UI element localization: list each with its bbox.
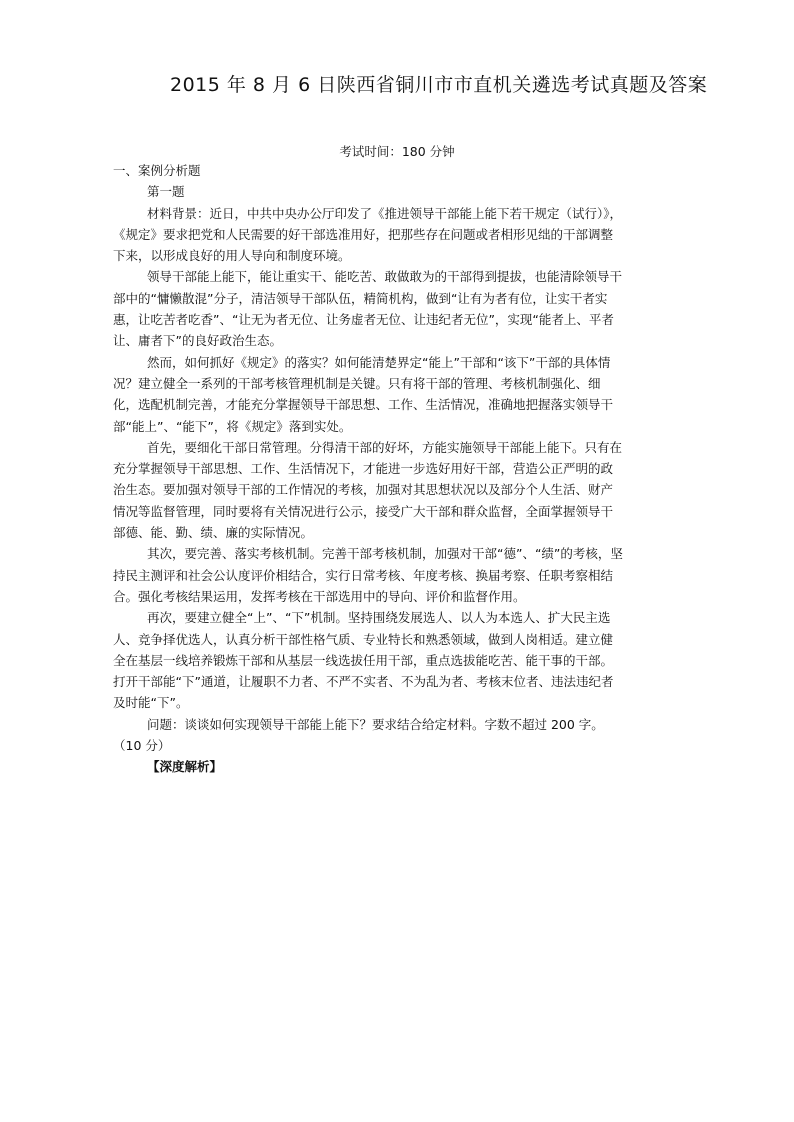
paragraph: 领导干部能上能下，能让重实干、能吃苦、敢做敢为的干部得到提拔，也能清除领导干部中的“慵懒散混”分子，清洁领导干部队伍，精简机构，做到“让有为者有位，让实干者实惠，让吃苦者吃香”、“让无为者无位、让务虚者无位、让违纪者无位”，实现“能者上、平者让、庸者下”的良好政治生态。 (113, 269, 623, 349)
question-label: 第一题 (147, 184, 185, 200)
paragraph: 其次，要完善、落实考核机制。完善干部考核机制，加强对干部“德”、“绩”的考核，坚持民主测评和社会公认度评价相结合，实行日常考核、年度考核、换届考察、任职考察相结合。强化考核结果运用，发挥考核在干部选用中的导向、评价和监督作用。 (113, 546, 623, 604)
paragraph: 再次，要建立健全“上”、“下”机制。坚持围绕发展选人、以人为本选人、扩大民主选人、竞争择优选人，认真分析干部性格气质、专业特长和熟悉领域，做到人岗相适。建立健全在基层一线培养锻炼干部和从基层一线选拔任用干部，重点选拔能吃苦、能干事的干部。打开干部能“下”通道，让履职不力者、不严不实者、不为乱为者、考核末位者、违法违纪者及时能“下”。 (113, 610, 614, 711)
paragraph: 材料背景：近日，中共中央办公厅印发了《推进领导干部能上能下若干规定（试行）》，《规定》要求把党和人民需要的好干部选准用好，把那些存在问题或者相形见绌的干部调整下来，以形成良好的用人导向和制度环境。 (113, 205, 623, 264)
exam-time: 考试时间：180 分钟 (339, 144, 455, 159)
document-title: 2015 年 8 月 6 日陕西省铜川市市直机关遴选考试真题及答案 (170, 74, 708, 96)
section-heading: 一、案例分析题 (113, 163, 201, 178)
question-prompt: 问题：谈谈如何实现领导干部能上能下？要求结合给定材料。字数不超过 200 字。（10 分） (113, 716, 604, 754)
document-body (113, 160, 625, 778)
paragraph: 然而，如何抓好《规定》的落实？如何能清楚界定“能上”干部和“该下”干部的具体情况？建立健全一系列的干部考核管理机制是关键。只有将干部的管理、考核机制强化、细化，选配机制完善，才能充分掌握领导干部思想、工作、生活情况，准确地把握落实领导干部“能上”、“能下”，将《规定》落到实处。 (113, 354, 614, 434)
paragraph: 首先，要细化干部日常管理。分得清干部的好坏，方能实施领导干部能上能下。只有在充分掌握领导干部思想、工作、生活情况下，才能进一步选好用好干部，营造公正严明的政治生态。要加强对领导干部的工作情况的考核，加强对其思想状况以及部分个人生活、财产情况等监督管理，同时要将有关情况进行公示，接受广大干部和群众监督，全面掌握领导干部德、能、勤、绩、廉的实际情况。 (113, 439, 623, 541)
analysis-label: 【深度解析】 (147, 759, 223, 775)
